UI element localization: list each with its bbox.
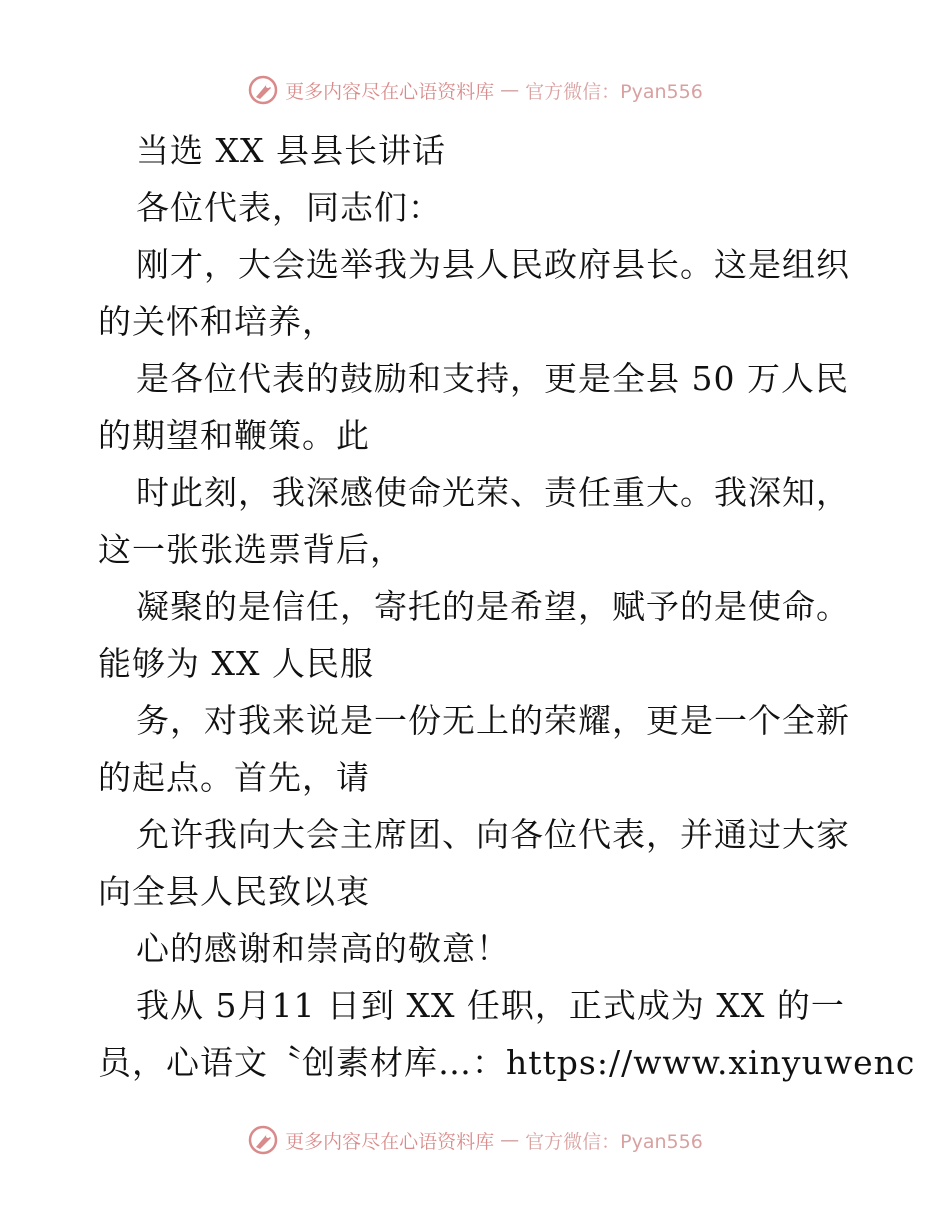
paragraph-line: 的关怀和培养， [98,302,336,341]
paragraph-line: 这一张张选票背后， [98,530,404,569]
paragraph-line: 我从 5月11 日到 XX 任职，正式成为 XX 的一 [136,986,845,1025]
paragraph-line: 的期望和鞭策。此 [98,416,370,455]
paragraph-line: 刚才，大会选举我为县人民政府县长。这是组织 [136,245,850,284]
document-title: 当选 XX 县县长讲话 [136,131,446,170]
paragraph-line: 的起点。首先，请 [98,758,370,797]
salutation: 各位代表，同志们： [136,188,442,227]
pen-nib-logo-icon [247,74,279,106]
paragraph-line: 务，对我来说是一份无上的荣耀，更是一个全新 [136,701,850,740]
paragraph-line: 能够为 XX 人民服 [98,644,374,683]
watermark-separator: — [500,1129,520,1151]
header-watermark [0,70,950,110]
watermark-text: 更多内容尽在心语资料库 [285,1130,495,1153]
paragraph-line: 允许我向大会主席团、向各位代表，并通过大家 [136,815,850,854]
paragraph-line: 是各位代表的鼓励和支持，更是全县 50 万人民 [136,359,849,398]
watermark-separator: — [500,79,520,101]
paragraph-line: 员，心语文〝创素材库…：https://www.xinyuwenc [98,1043,916,1082]
document-body [98,122,916,1091]
paragraph-line: 凝聚的是信任，寄托的是希望，赋予的是使命。 [136,587,850,626]
watermark-wechat: 官方微信：Pyan556 [525,1130,703,1153]
watermark-wechat: 官方微信：Pyan556 [525,80,703,103]
paragraph-line: 心的感谢和崇高的敬意！ [136,929,510,968]
paragraph-line: 时此刻，我深感使命光荣、责任重大。我深知， [136,473,850,512]
watermark-text: 更多内容尽在心语资料库 [285,80,495,103]
pen-nib-logo-icon [247,1124,279,1156]
footer-watermark [0,1120,950,1160]
paragraph-line: 向全县人民致以衷 [98,872,370,911]
